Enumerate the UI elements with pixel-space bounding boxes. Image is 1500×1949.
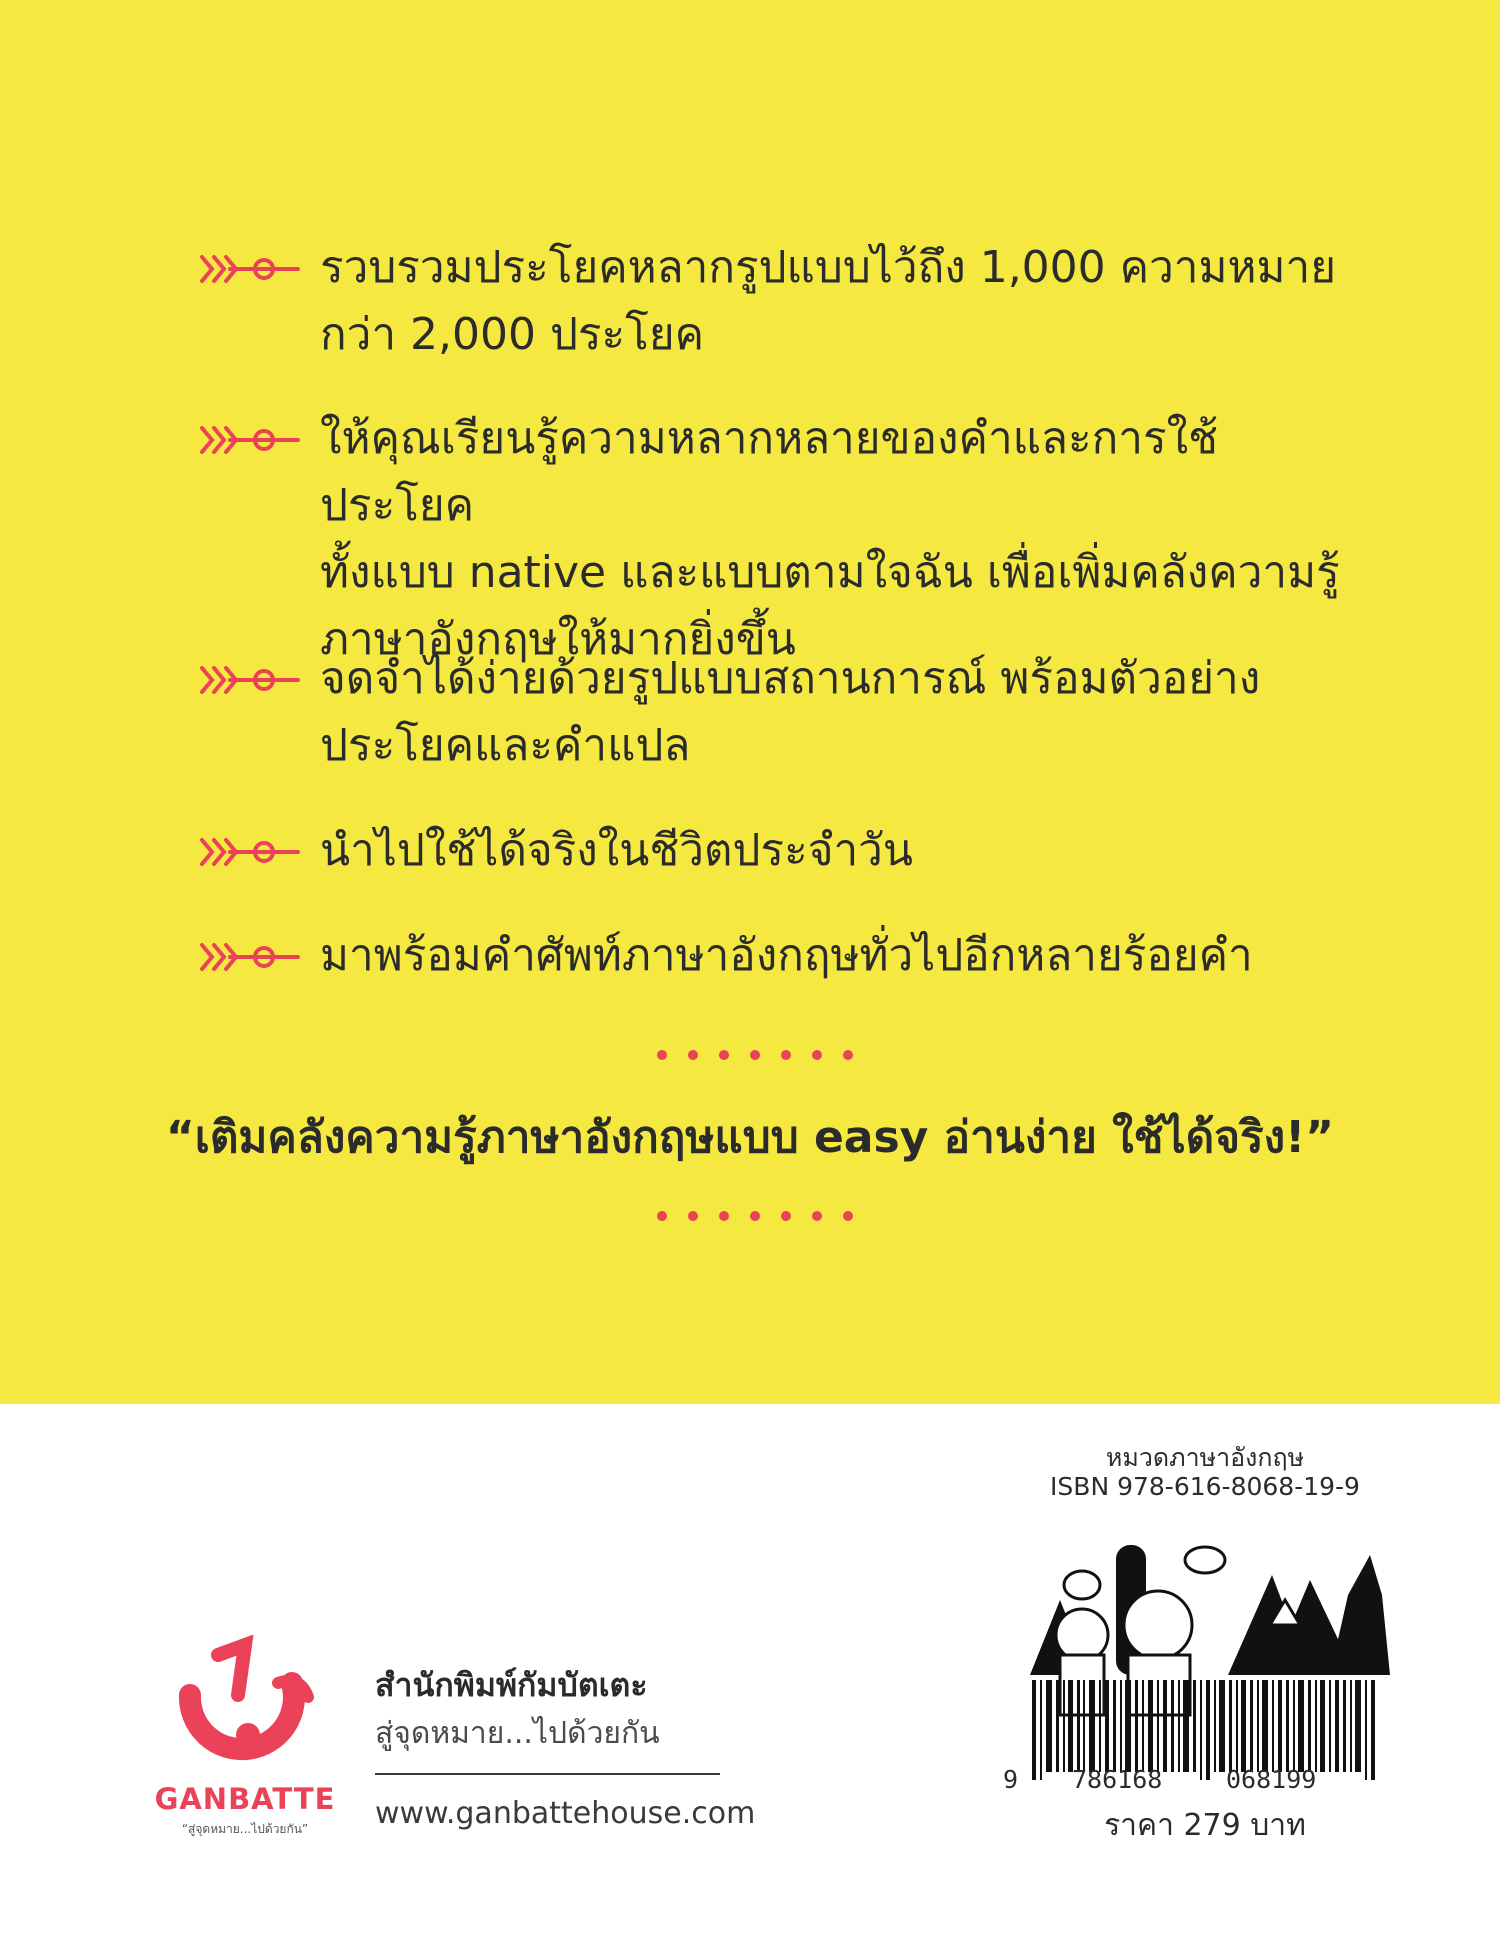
arrow-icon — [200, 254, 300, 284]
bullet-text: นำไปใช้ได้จริงในชีวิตประจำวัน — [320, 825, 913, 876]
divider-line — [375, 1773, 720, 1775]
tagline-quote: “เติมคลังความรู้ภาษาอังกฤษแบบ easy อ่านง่าย ใช้ได้จริง!” — [165, 1112, 1335, 1163]
arrow-icon — [200, 942, 300, 972]
publisher-url: www.ganbattehouse.com — [375, 1796, 756, 1831]
arrow-icon — [200, 837, 300, 867]
price-label: ราคา 279 บาท — [1104, 1808, 1306, 1843]
barcode-digit-first: 9 — [1003, 1765, 1019, 1794]
brand-name: GANBATTE — [154, 1782, 336, 1816]
publisher-name: สำนักพิมพ์กัมบัตเตะ — [375, 1666, 648, 1704]
isbn-label: ISBN 978-616-8068-19-9 — [1050, 1472, 1360, 1501]
bullet-text: จดจำได้ง่ายด้วยรูปแบบสถานการณ์ พร้อมตัวอย่าง ประโยคและคำแปล — [320, 653, 1261, 771]
arrow-icon — [200, 665, 300, 695]
ganbatte-logo-icon — [150, 1635, 340, 1795]
barcode-digits-left: 786168 — [1072, 1765, 1163, 1794]
bullet-text: ให้คุณเรียนรู้ความหลากหลายของคำและการใช้ประโยค ทั้งแบบ native และแบบตามใจฉัน เพื่อเพิ่มคลังความรู้ ภาษาอังกฤษให้มากยิ่งขึ้น — [320, 413, 1340, 665]
dots-divider-bottom — [655, 1209, 855, 1223]
bullet-text: มาพร้อมคำศัพท์ภาษาอังกฤษทั่วไปอีกหลายร้อยคำ — [320, 930, 1253, 981]
dots-divider-top — [655, 1048, 855, 1062]
barcode-digits-right: 068199 — [1226, 1765, 1317, 1794]
bullet-text: รวบรวมประโยคหลากรูปแบบไว้ถึง 1,000 ความหมาย กว่า 2,000 ประโยค — [320, 242, 1336, 360]
publisher-tagline: สู่จุดหมาย...ไปด้วยกัน — [375, 1716, 660, 1751]
arrow-icon — [200, 425, 300, 455]
category-label: หมวดภาษาอังกฤษ — [1105, 1443, 1305, 1472]
brand-tagline: “สู่จุดหมาย...ไปด้วยกัน” — [181, 1822, 309, 1836]
barcode-illustration — [1010, 1505, 1410, 1795]
